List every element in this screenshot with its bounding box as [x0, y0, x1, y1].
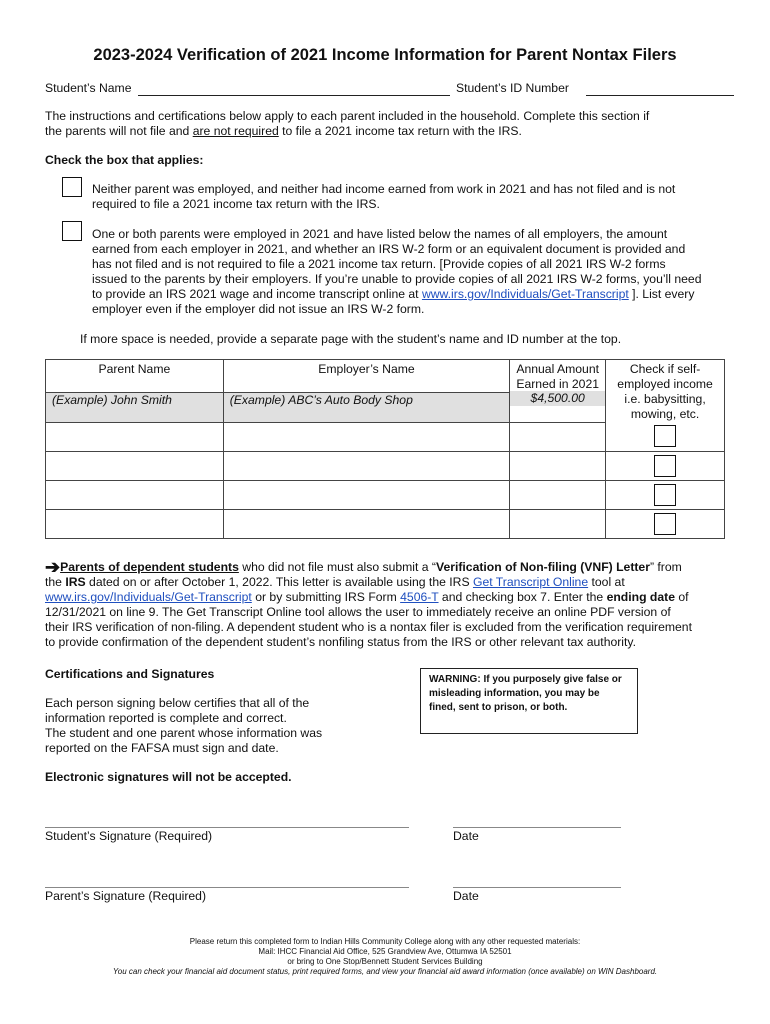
- option-1-line-1: Neither parent was employed, and neither had income earned from work in 2021 and has not filed and is not: [92, 182, 676, 196]
- parent-name-cell[interactable]: [46, 480, 224, 509]
- amount-cell[interactable]: [510, 480, 606, 509]
- employer-name-cell[interactable]: [223, 480, 509, 509]
- option-2-line-5-post: ]. List every: [628, 287, 695, 301]
- amount-cell[interactable]: [510, 422, 606, 451]
- vnf-l3-mid: or by submitting IRS Form: [251, 590, 401, 604]
- option-2-line-6: employer even if the employer did not issue an IRS W-2 form.: [92, 302, 425, 316]
- form-4506t-link[interactable]: 4506-T: [400, 590, 439, 604]
- vnf-line-4: 12/31/2021 on line 9. The Get Transcript Online tool allows the user to immediately receive an online PDF version of: [45, 605, 671, 619]
- parent-signature-label: Parent’s Signature (Required): [45, 889, 207, 903]
- amount-cell[interactable]: [510, 451, 606, 480]
- header-self-line-4: mowing, etc.: [630, 407, 700, 421]
- warning-box: [420, 668, 638, 734]
- header-parent-name: Parent Name: [46, 360, 224, 393]
- vnf-line-5: their IRS verification of non-filing. A dependent student who is a nontax filer is excluded from the verification requirement: [45, 620, 692, 634]
- parent-name-cell[interactable]: [46, 509, 224, 538]
- option-2-line-3: has not filed and is not required to file a 2021 income tax return. [Provide copies of all 2021 IRS W-2 forms: [92, 257, 666, 271]
- vnf-ending-date: ending date: [606, 590, 675, 604]
- vnf-lead: Parents of dependent students: [60, 560, 239, 574]
- student-signature-label: Student’s Signature (Required): [45, 829, 213, 843]
- header-self-employed: [606, 360, 725, 423]
- cert-line-1: Each person signing below certifies that all of the: [45, 696, 310, 710]
- example-amount: $4,500.00: [510, 391, 605, 406]
- intro-text: [45, 109, 649, 139]
- irs-transcript-link[interactable]: www.irs.gov/Individuals/Get-Transcript: [421, 287, 629, 301]
- footer: [0, 937, 770, 977]
- header-amount-line-1: Annual Amount: [516, 362, 599, 376]
- parent-date-label: Date: [453, 889, 479, 903]
- vnf-l3-mid2: and checking box 7. Enter the: [438, 590, 607, 604]
- vnf-line-2: [45, 575, 735, 590]
- footer-line-1: Please return this completed form to Indian Hills Community College along with any other requested materials:: [189, 937, 581, 946]
- student-date-label: Date: [453, 829, 479, 843]
- option-2-line-1: One or both parents were employed in 2021 and have listed below the names of all employers, the amount: [92, 227, 668, 241]
- table-row: [46, 480, 725, 509]
- cert-heading: Certifications and Signatures: [45, 667, 215, 681]
- self-employed-cell: [606, 451, 725, 480]
- arrow-right-icon: ➔: [45, 557, 61, 577]
- footer-line-3: or bring to One Stop/Bennett Student Services Building: [287, 957, 483, 966]
- student-id-field[interactable]: [586, 95, 734, 96]
- vnf-lead-end: ” from: [649, 560, 682, 574]
- self-employed-checkbox[interactable]: [654, 513, 676, 535]
- self-employed-cell: [606, 422, 725, 451]
- header-annual-amount: [510, 360, 606, 423]
- parent-name-cell[interactable]: [46, 422, 224, 451]
- student-signature-field[interactable]: [45, 827, 409, 828]
- student-date-field[interactable]: [453, 827, 621, 828]
- warning-line-3: fined, sent to prison, or both.: [429, 702, 568, 713]
- option-2-checkbox[interactable]: [62, 221, 82, 241]
- cert-line-2: information reported is complete and correct.: [45, 711, 287, 725]
- self-employed-checkbox[interactable]: [654, 425, 676, 447]
- vnf-line-6: to provide confirmation of the dependent student’s nonfiling status from the IRS or other relevant tax authority.: [45, 635, 636, 649]
- vnf-l2-mid: dated on or after October 1, 2022. This letter is available using the IRS: [85, 575, 473, 589]
- option-2-line-5-pre: to provide an IRS 2021 wage and income transcript online at: [92, 287, 422, 301]
- option-1-checkbox[interactable]: [62, 177, 82, 197]
- self-employed-checkbox[interactable]: [654, 484, 676, 506]
- option-2-text: [92, 227, 701, 317]
- vnf-l2-pre: the: [45, 575, 66, 589]
- intro-line-1: The instructions and certifications below apply to each parent included in the household. Complete this section if: [45, 109, 650, 123]
- employer-name-cell[interactable]: [223, 422, 509, 451]
- vnf-line-3: [45, 590, 735, 605]
- option-1-text: [92, 182, 675, 212]
- intro-line-2-post: to file a 2021 income tax return with the IRS.: [278, 124, 522, 138]
- parent-signature-field[interactable]: [45, 887, 409, 888]
- footer-line-4: You can check your financial aid document status, print required forms, and view your financial aid award information (once available) on WIN Dashboard.: [112, 967, 658, 976]
- intro-line-2: [45, 124, 649, 139]
- self-employed-checkbox[interactable]: [654, 455, 676, 477]
- vnf-lead-post: who did not file must also submit a “: [238, 560, 436, 574]
- self-employed-cell: [606, 509, 725, 538]
- vnf-l3-post: of: [674, 590, 689, 604]
- option-2-line-2: earned from each employer in 2021, and whether an IRS W-2 form or an equivalent document is provided and: [92, 242, 686, 256]
- cert-line-4: reported on the FAFSA must sign and date.: [45, 741, 279, 755]
- student-name-field[interactable]: [138, 95, 450, 96]
- vnf-line-1: [45, 557, 735, 577]
- employer-name-cell[interactable]: [223, 451, 509, 480]
- option-1-line-2: required to file a 2021 income tax return with the IRS.: [92, 197, 380, 211]
- space-note: If more space is needed, provide a separate page with the student’s name and ID number at the top.: [80, 332, 622, 346]
- header-amount-line-2: Earned in 2021: [516, 377, 599, 391]
- example-parent: (Example) John Smith: [46, 393, 224, 422]
- employer-table: [45, 359, 725, 539]
- option-2-line-5: [92, 287, 701, 302]
- vnf-l2-post: tool at: [588, 575, 625, 589]
- check-heading: Check the box that applies:: [45, 153, 204, 167]
- table-row: [46, 422, 725, 451]
- self-employed-cell: [606, 480, 725, 509]
- header-employer-name: Employer’s Name: [223, 360, 509, 393]
- amount-cell[interactable]: [510, 509, 606, 538]
- table-row: [46, 451, 725, 480]
- warning-line-2: misleading information, you may be: [429, 688, 600, 699]
- electronic-note: Electronic signatures will not be accepted.: [45, 770, 292, 784]
- get-transcript-online-link[interactable]: Get Transcript Online: [472, 575, 589, 589]
- intro-not-required: are not required: [192, 124, 279, 138]
- header-self-line-2: employed income: [617, 377, 713, 391]
- vnf-irs: IRS: [65, 575, 86, 589]
- student-name-label: Student’s Name: [45, 81, 132, 95]
- warning-line-1: WARNING: If you purposely give false or: [429, 674, 622, 685]
- student-id-label: Student’s ID Number: [456, 81, 569, 95]
- vnf-paragraph: [45, 557, 735, 650]
- footer-line-2: Mail: IHCC Financial Aid Office, 525 Grandview Ave, Ottumwa IA 52501: [258, 947, 512, 956]
- cert-line-3: The student and one parent whose information was: [45, 726, 323, 740]
- page-title: 2023-2024 Verification of 2021 Income Information for Parent Nontax Filers: [93, 46, 677, 64]
- parent-name-cell[interactable]: [46, 451, 224, 480]
- table-row: [46, 509, 725, 538]
- employer-name-cell[interactable]: [223, 509, 509, 538]
- irs-get-transcript-link[interactable]: www.irs.gov/Individuals/Get-Transcript: [45, 590, 252, 604]
- option-2-line-4: issued to the parents by their employers. If you’re unable to provide copies of all 2021 IRS W-2 forms, you’ll need: [92, 272, 702, 286]
- vnf-letter-name: Verification of Non-filing (VNF) Letter: [436, 560, 650, 574]
- example-employer: (Example) ABC’s Auto Body Shop: [223, 393, 509, 422]
- header-self-line-1: Check if self-: [629, 362, 701, 376]
- header-self-line-3: i.e. babysitting,: [624, 392, 706, 406]
- parent-date-field[interactable]: [453, 887, 621, 888]
- intro-line-2-pre: the parents will not file and: [45, 124, 193, 138]
- cert-text: [45, 696, 322, 756]
